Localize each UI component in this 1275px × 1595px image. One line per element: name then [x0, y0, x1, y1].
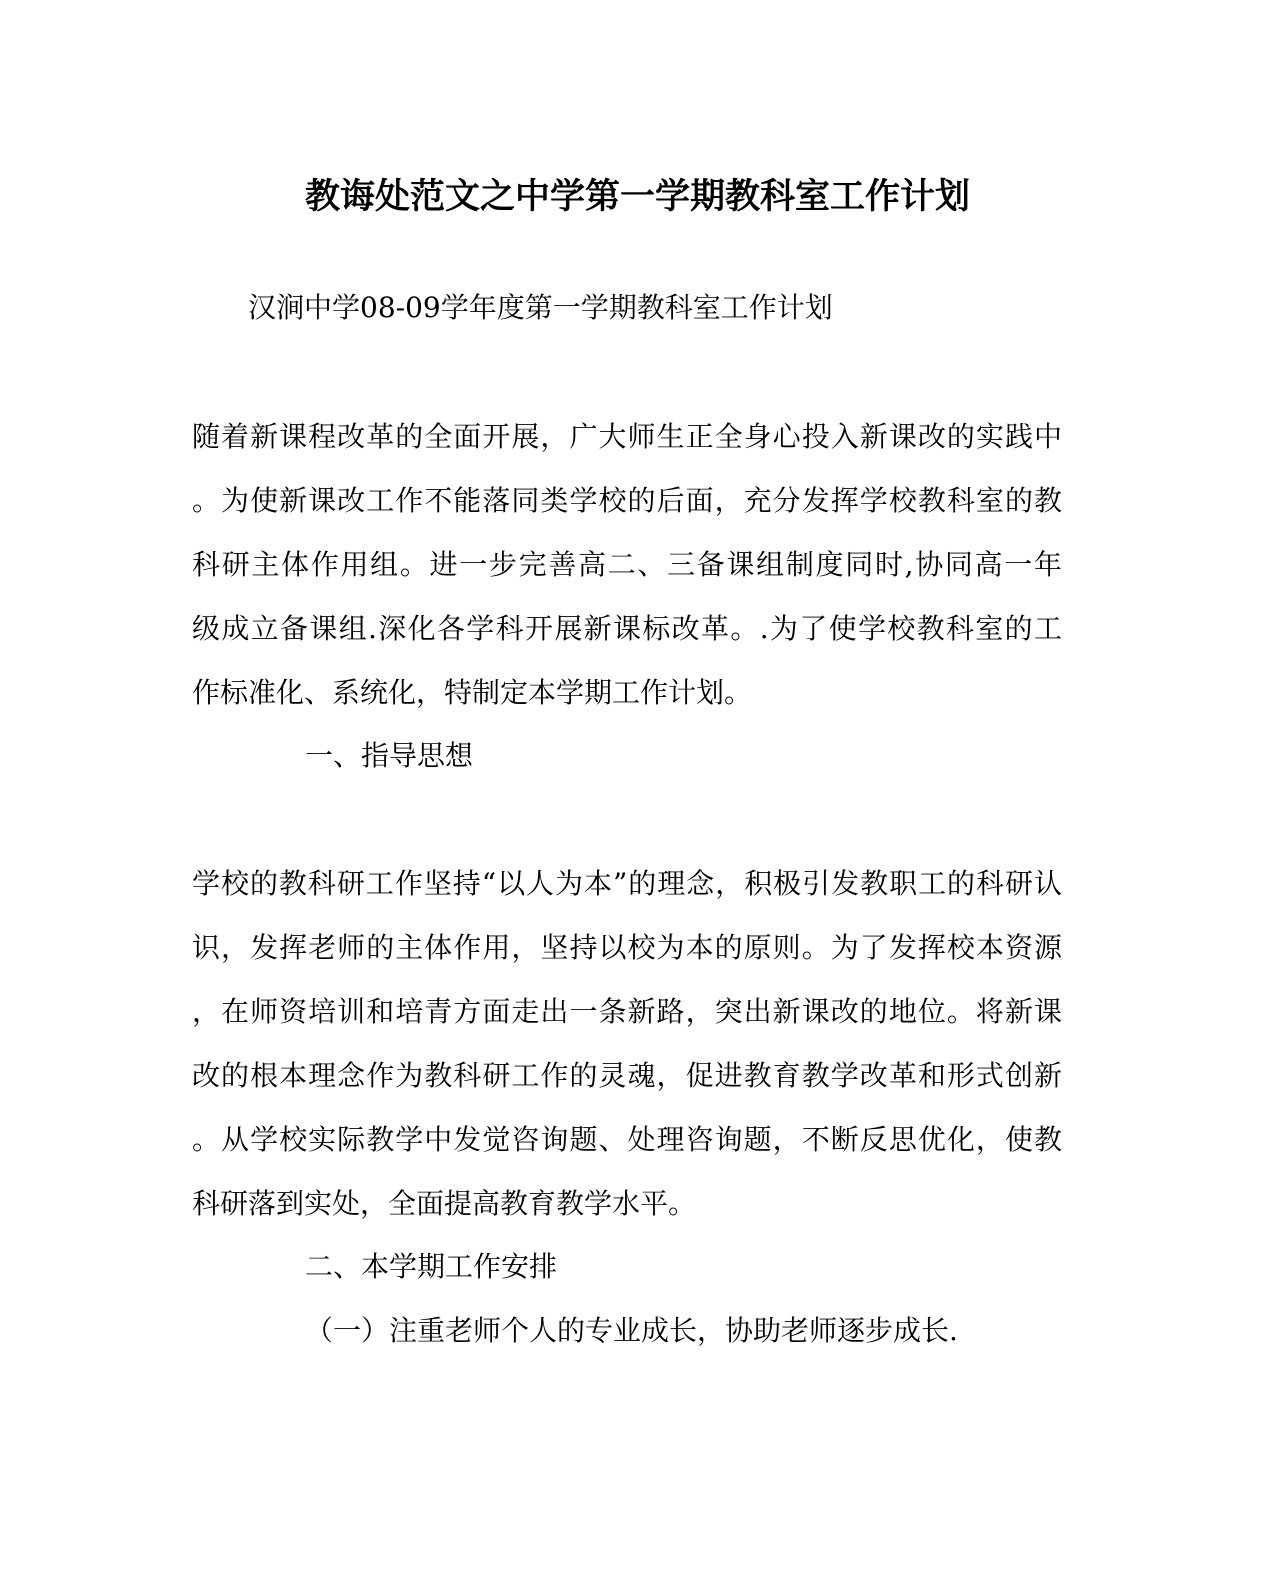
paragraph-line: 学校的教科研工作坚持“以人为本”的理念，积极引发教职工的科研认	[192, 867, 1062, 900]
paragraph-line: 级成立备课组.深化各学科开展新课标改革。.为了使学校教科室的工	[192, 612, 1062, 645]
paragraph-line: 科研落到实处，全面提高教育教学水平。	[192, 1187, 697, 1220]
paragraph-line: 改的根本理念作为教科研工作的灵魂，促进教育教学改革和形式创新	[192, 1059, 1062, 1092]
paragraph-line: ，在师资培训和培青方面走出一条新路，突出新课改的地位。将新课	[192, 995, 1062, 1028]
section-heading-work-arrangement: 二、本学期工作安排	[305, 1250, 558, 1283]
paragraph-line: 随着新课程改革的全面开展，广大师生正全身心投入新课改的实践中	[192, 420, 1062, 453]
subsection-heading: （一）注重老师个人的专业成长，协助老师逐步成长.	[305, 1314, 958, 1347]
paragraph-line: 科研主体作用组。进一步完善高二、三备课组制度同时,协同高一年	[192, 548, 1062, 581]
paragraph-line: 。为使新课改工作不能落同类学校的后面，充分发挥学校教科室的教	[192, 484, 1062, 517]
paragraph-line: 作标准化、系统化，特制定本学期工作计划。	[192, 676, 753, 709]
document-subtitle: 汉涧中学08-09学年度第一学期教科室工作计划	[248, 291, 833, 324]
paragraph-line: 识，发挥老师的主体作用，坚持以校为本的原则。为了发挥校本资源	[192, 931, 1062, 964]
document-title: 教诲处范文之中学第一学期教科室工作计划	[304, 176, 970, 217]
paragraph-line: 。从学校实际教学中发觉咨询题、处理咨询题，不断反思优化，使教	[192, 1123, 1062, 1156]
section-heading-guiding-thought: 一、指导思想	[305, 739, 474, 772]
